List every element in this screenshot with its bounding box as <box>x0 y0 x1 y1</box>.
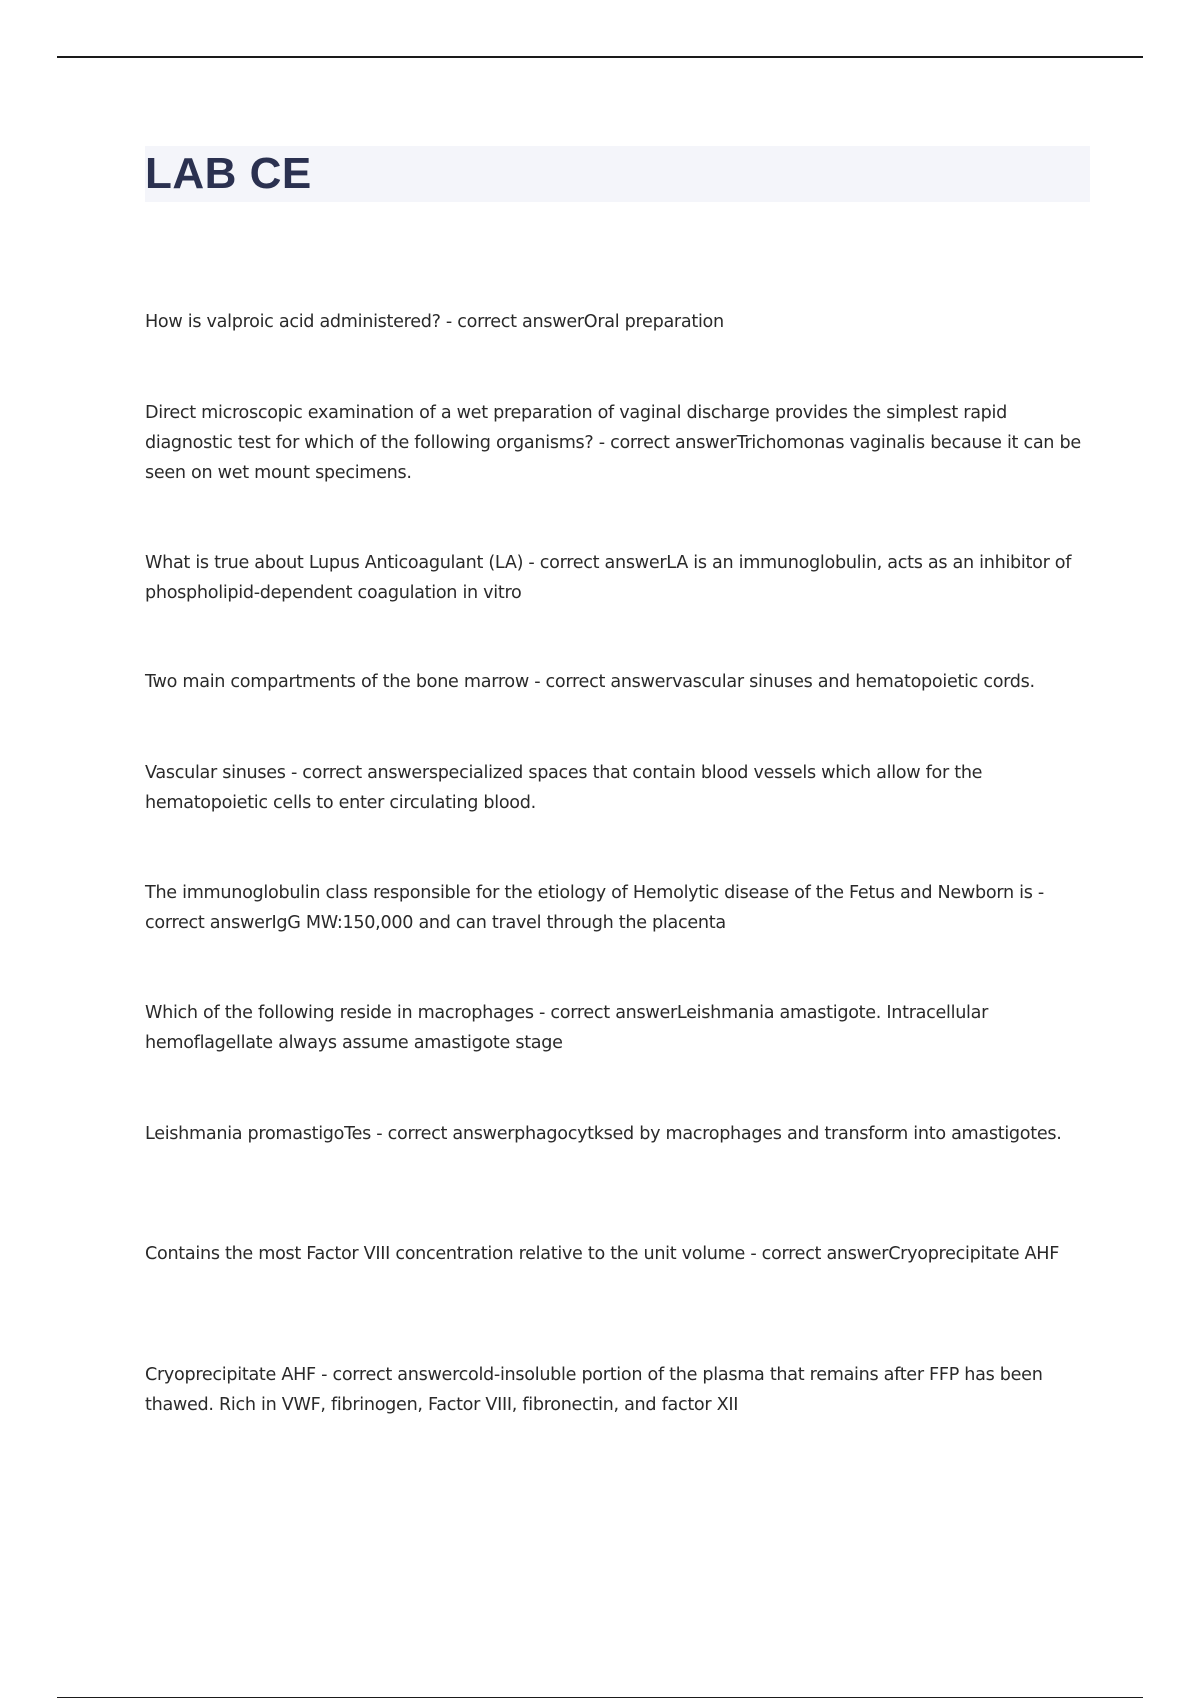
qa-item: How is valproic acid administered? - correct answerOral preparation <box>145 311 724 332</box>
qa-item: Leishmania promastigoTes - correct answerphagocytksed by macrophages and transform into amastigotes. <box>145 1123 1062 1144</box>
top-divider <box>57 56 1143 58</box>
qa-item: Contains the most Factor VIII concentration relative to the unit volume - correct answerCryoprecipitate AHF <box>145 1243 1060 1264</box>
qa-item: Direct microscopic examination of a wet preparation of vaginal discharge provides the simplest rapid diagnostic test for which of the following organisms? - correct answerTrichomonas vaginalis because it can be seen on wet mount specimens. <box>145 402 1081 483</box>
qa-item: What is true about Lupus Anticoagulant (LA) - correct answerLA is an immunoglobulin, acts as an inhibitor of phospholipid-dependent coagulation in vitro <box>145 552 1072 603</box>
qa-item: Cryoprecipitate AHF - correct answercold-insoluble portion of the plasma that remains after FFP has been thawed. Rich in VWF, fibrinogen, Factor VIII, fibronectin, and factor XII <box>145 1364 1043 1415</box>
qa-item: The immunoglobulin class responsible for the etiology of Hemolytic disease of the Fetus and Newborn is - correct answerIgG MW:150,000 and can travel through the placenta <box>145 882 1044 933</box>
qa-item: Vascular sinuses - correct answerspecialized spaces that contain blood vessels which allow for the hematopoietic cells to enter circulating blood. <box>145 762 983 813</box>
bottom-divider <box>57 1697 1143 1698</box>
title-band <box>145 146 1090 202</box>
document-title: LAB CE <box>145 149 312 198</box>
qa-item: Two main compartments of the bone marrow - correct answervascular sinuses and hematopoietic cords. <box>145 671 1035 692</box>
qa-item: Which of the following reside in macrophages - correct answerLeishmania amastigote. Intracellular hemoflagellate always assume amastigote stage <box>145 1002 989 1053</box>
